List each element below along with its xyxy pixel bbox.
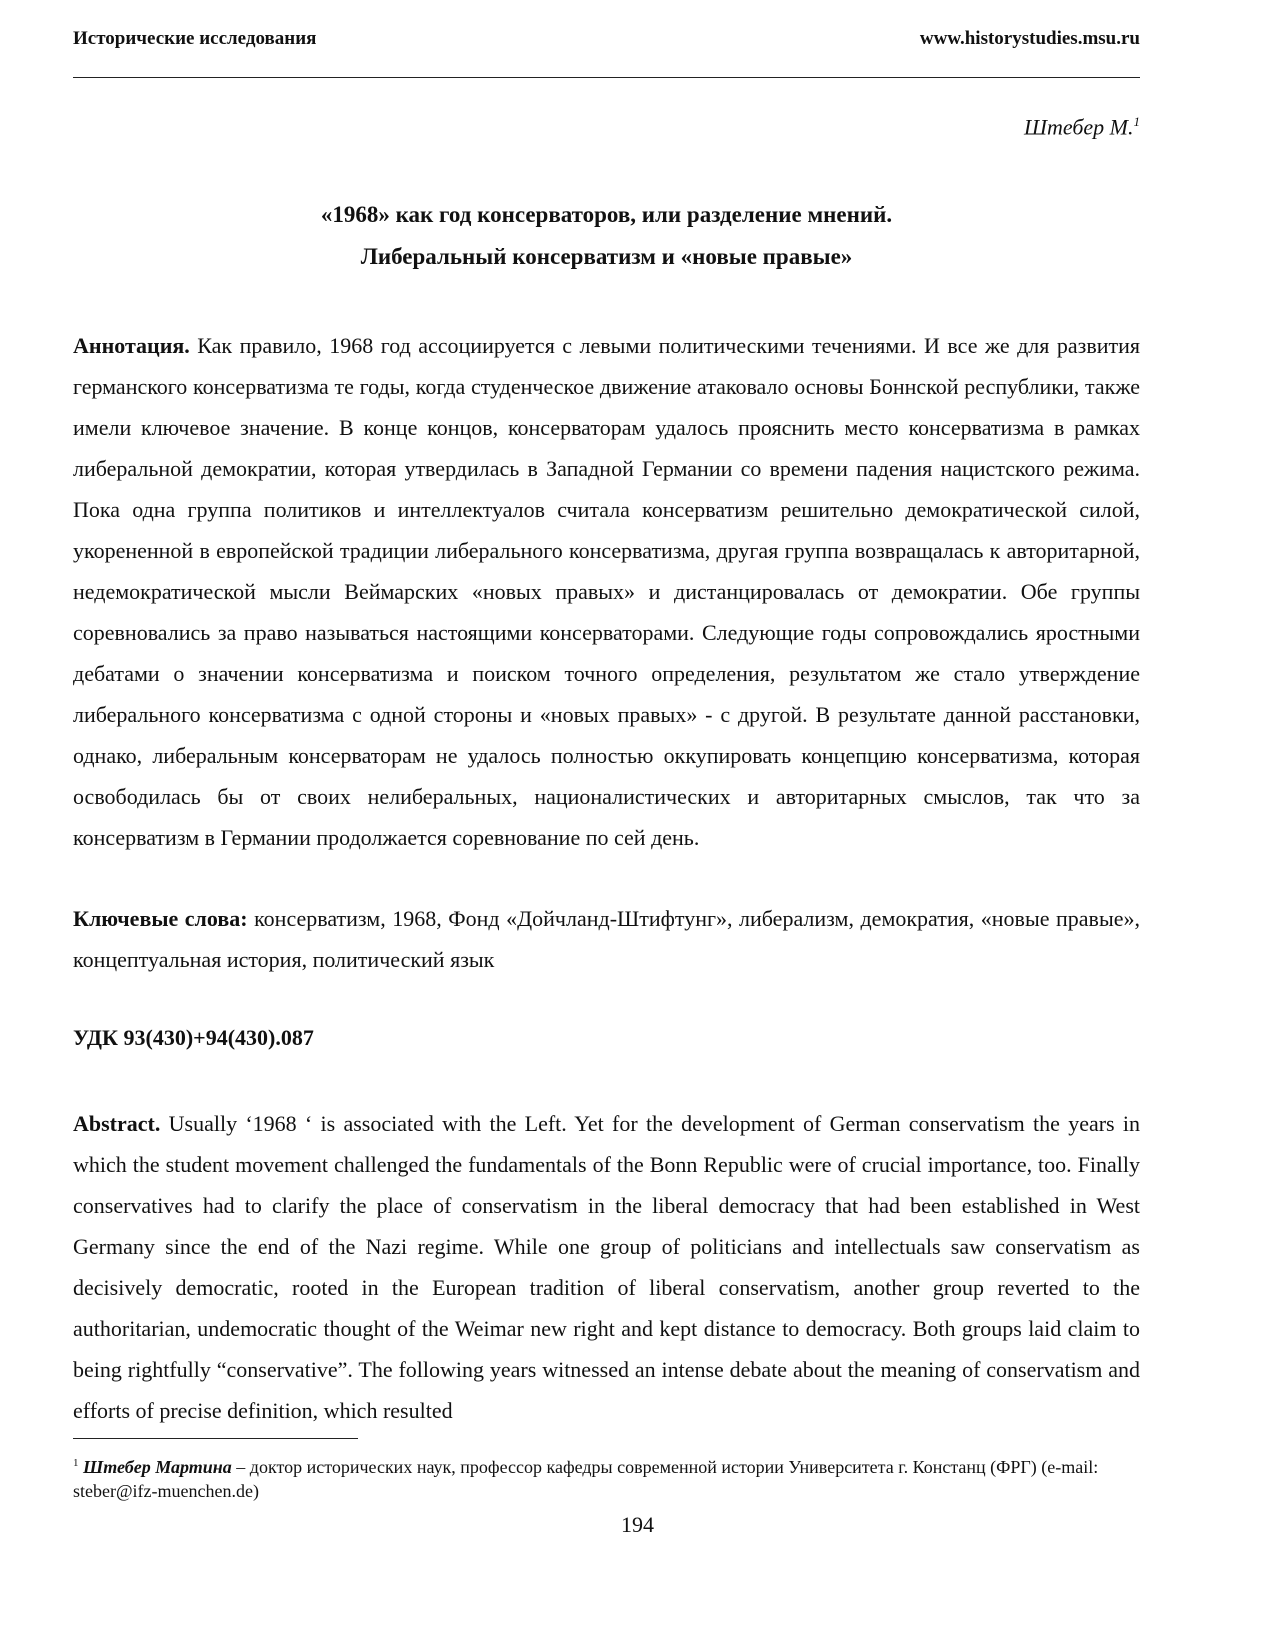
- header-divider: [73, 77, 1140, 78]
- page-number: 194: [621, 1512, 654, 1537]
- title-line-2: Либеральный консерватизм и «новые правые»: [360, 244, 853, 269]
- abstract-label: Abstract.: [73, 1111, 161, 1136]
- footnote-text: – доктор исторических наук, профессор кафедры современной истории Университета г. Констанц (ФРГ) (e-mail: steber@ifz-muenchen.de): [73, 1457, 1099, 1501]
- article-title: [73, 194, 1140, 278]
- annotation-text: Как правило, 1968 год ассоциируется с левыми политическими течениями. И все же для развития германского консерватизма те годы, когда студенческое движение атаковало основы Боннской республики, также имели ключевое значение. В конце концов, консерваторам удалось прояснить место консерватизма в рамках либеральной демократии, которая утвердилась в Западной Германии со времени падения нацистского режима. Пока одна группа политиков и интеллектуалов считала консерватизм решительно демократической силой, укорененной в европейской традиции либерального консерватизма, другая группа возвращалась к авторитарной, недемократической мысли Веймарских «новых правых» и дистанцировалась от демократии. Обе группы соревновались за право называться настоящими консерваторами. Следующие годы сопровождались яростными дебатами о значении консерватизма и поиском точного определения, результатом же стало утверждение либерального консерватизма с одной стороны и «новых правых» - с другой. В результате данной расстановки, однако, либеральным консерваторам не удалось полностью оккупировать концепцию консерватизма, которая освободилась бы от своих нелиберальных, националистических и авторитарных смыслов, так что за консерватизм в Германии продолжается соревнование по сей день.: [73, 333, 1140, 850]
- title-line-1: «1968» как год консерваторов, или разделение мнений.: [320, 202, 893, 227]
- annotation-paragraph: [73, 325, 1140, 858]
- footnote-author-name: Штебер Мартина: [83, 1457, 232, 1477]
- keywords-label: Ключевые слова:: [73, 906, 248, 931]
- journal-url[interactable]: www.historystudies.msu.ru: [919, 28, 1140, 49]
- journal-title: Исторические исследования: [73, 28, 317, 49]
- footnote-divider: [73, 1438, 358, 1439]
- annotation-label: Аннотация.: [73, 333, 190, 358]
- udk-code: УДК 93(430)+94(430).087: [73, 1025, 314, 1050]
- keywords-paragraph: [73, 898, 1140, 980]
- author-footnote-mark[interactable]: 1: [1133, 114, 1140, 129]
- author-line: [1024, 114, 1140, 140]
- running-header: [73, 28, 1140, 50]
- abstract-paragraph: [73, 1103, 1140, 1431]
- footnote: [73, 1451, 1140, 1503]
- keywords-text: консерватизм, 1968, Фонд «Дойчланд-Штифтунг», либерализм, демократия, «новые правые», концептуальная история, политический язык: [73, 906, 1140, 972]
- footnote-mark: 1: [73, 1457, 79, 1469]
- author-name: Штебер М.: [1024, 114, 1134, 140]
- abstract-text: Usually ‘1968 ‘ is associated with the Left. Yet for the development of German conservatism the years in which the student movement challenged the fundamentals of the Bonn Republic were of crucial importance, too. Finally conservatives had to clarify the place of conservatism in the liberal democracy that had been established in West Germany since the end of the Nazi regime. While one group of politicians and intellectuals saw conservatism as decisively democratic, rooted in the European tradition of liberal conservatism, another group reverted to the authoritarian, undemocratic thought of the Weimar new right and kept distance to democracy. Both groups laid claim to being rightfully “conservative”. The following years witnessed an intense debate about the meaning of conservatism and efforts of precise definition, which resulted: [73, 1111, 1140, 1423]
